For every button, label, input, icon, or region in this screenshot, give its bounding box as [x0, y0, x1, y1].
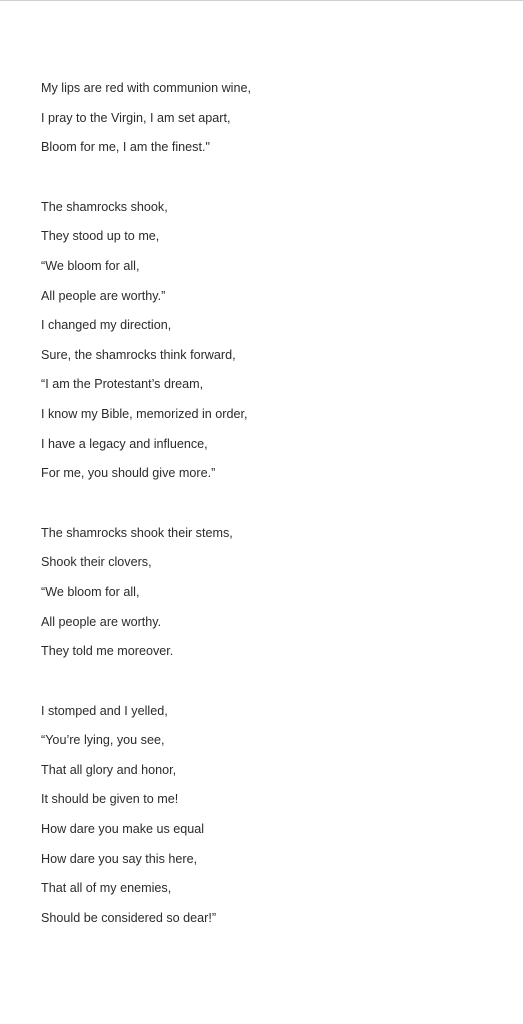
poem-line: Bloom for me, I am the finest."	[41, 140, 210, 155]
poem-line: It should be given to me!	[41, 792, 179, 807]
poem-text	[41, 79, 501, 968]
poem-line: “I am the Protestant’s dream,	[41, 377, 204, 392]
stanza-1	[41, 79, 501, 168]
poem-line: They stood up to me,	[41, 229, 160, 244]
stanza-3	[41, 524, 501, 672]
poem-line: Shook their clovers,	[41, 555, 152, 570]
poem-line: For me, you should give more.”	[41, 466, 216, 481]
poem-line: “We bloom for all,	[41, 584, 140, 599]
top-divider	[0, 0, 523, 1]
poem-line: I pray to the Virgin, I am set apart,	[41, 110, 231, 125]
poem-line: “You’re lying, you see,	[41, 733, 165, 748]
poem-line: The shamrocks shook their stems,	[41, 525, 233, 540]
poem-line: I changed my direction,	[41, 318, 172, 333]
poem-line: I have a legacy and influence,	[41, 436, 208, 451]
poem-line: All people are worthy.	[41, 614, 162, 629]
poem-line: My lips are red with communion wine,	[41, 81, 251, 95]
poem-line: “We bloom for all,	[41, 258, 140, 273]
stanza-4	[41, 702, 501, 939]
poem-line: Sure, the shamrocks think forward,	[41, 347, 236, 362]
poem-line: That all of my enemies,	[41, 881, 172, 896]
poem-line: All people are worthy.”	[41, 288, 166, 303]
poem-line: Should be considered so dear!”	[41, 910, 217, 925]
stanza-2	[41, 198, 501, 494]
poem-line: I stomped and I yelled,	[41, 703, 168, 718]
poem-line: The shamrocks shook,	[41, 199, 168, 214]
poem-line: They told me moreover.	[41, 644, 174, 659]
poem-line: That all glory and honor,	[41, 762, 177, 777]
poem-line: How dare you make us equal	[41, 822, 205, 837]
poem-line: I know my Bible, memorized in order,	[41, 406, 248, 421]
poem-line: How dare you say this here,	[41, 851, 198, 866]
